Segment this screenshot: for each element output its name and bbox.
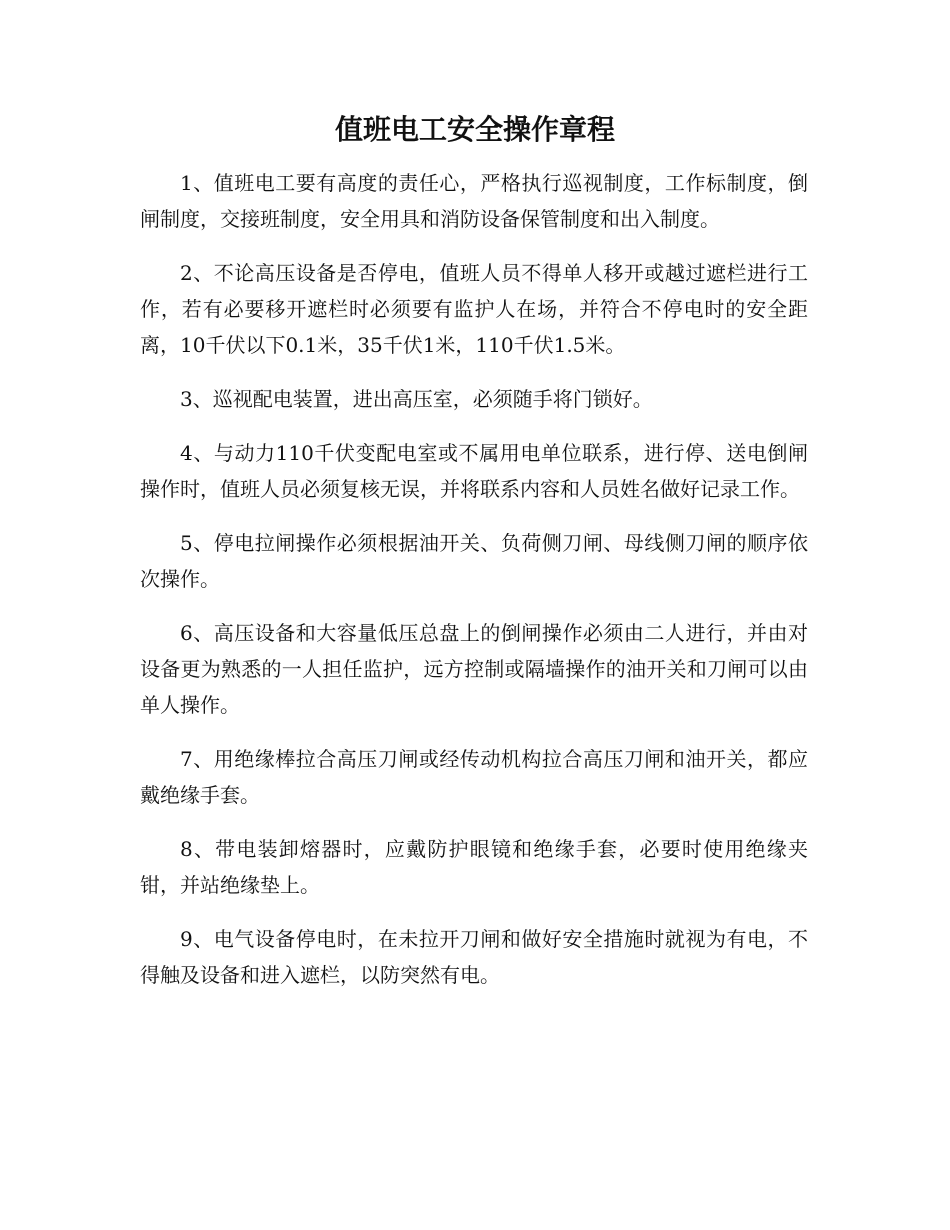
paragraph-7: 7、用绝缘棒拉合高压刀闸或经传动机构拉合高压刀闸和油开关，都应戴绝缘手套。 [140,747,808,807]
paragraph-3: 3、巡视配电装置，进出高压室，必须随手将门锁好。 [180,387,653,411]
paragraph-6: 6、高压设备和大容量低压总盘上的倒闸操作必须由二人进行，并由对设备更为熟悉的一人担任监护，远方控制或隔墙操作的油开关和刀闸可以由单人操作。 [140,621,808,717]
paragraph-2: 2、不论高压设备是否停电，值班人员不得单人移开或越过遮栏进行工作，若有必要移开遮栏时必须要有监护人在场，并符合不停电时的安全距离，10千伏以下0.1米，35千伏1米，110千伏1.5米。 [140,261,808,357]
document-body [140,165,808,1011]
paragraph-4: 4、与动力110千伏变配电室或不属用电单位联系，进行停、送电倒闸操作时，值班人员必须复核无误，并将联系内容和人员姓名做好记录工作。 [140,441,808,501]
page-title: 值班电工安全操作章程 [334,113,615,146]
paragraph-8: 8、带电装卸熔器时，应戴防护眼镜和绝缘手套，必要时使用绝缘夹钳，并站绝缘垫上。 [140,837,808,897]
paragraph-1: 1、值班电工要有高度的责任心，严格执行巡视制度，工作标制度，倒闸制度，交接班制度，安全用具和消防设备保管制度和出入制度。 [140,171,808,231]
paragraph-9: 9、电气设备停电时，在未拉开刀闸和做好安全措施时就视为有电，不得触及设备和进入遮栏，以防突然有电。 [140,927,808,987]
paragraph-5: 5、停电拉闸操作必须根据油开关、负荷侧刀闸、母线侧刀闸的顺序依次操作。 [140,531,808,591]
